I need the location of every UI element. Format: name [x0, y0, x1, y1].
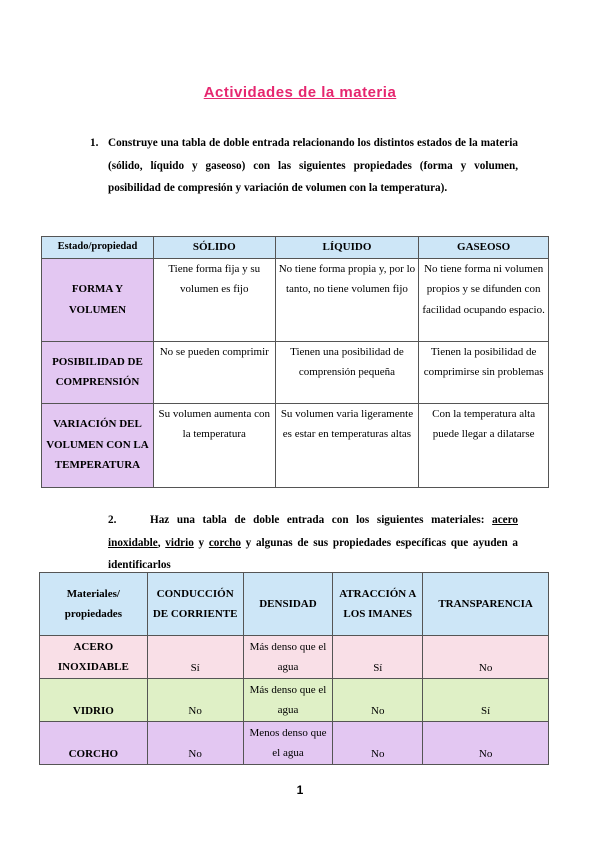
table-cell: Tienen una posibilidad de comprensión pequeña	[275, 341, 419, 403]
table-cell: No	[423, 722, 549, 765]
table-row	[42, 403, 549, 487]
header-cell: Materiales/ propiedades	[40, 573, 148, 636]
table-row	[40, 636, 549, 679]
table-cell: No	[423, 636, 549, 679]
material-name: VIDRIO	[40, 679, 148, 722]
table-cell: Su volumen varia ligeramente es estar en temperaturas altas	[275, 403, 419, 487]
header-cell: DENSIDAD	[243, 573, 333, 636]
header-cell: LÍQUIDO	[275, 237, 419, 259]
materials-table-header	[40, 573, 549, 636]
table-row	[40, 679, 549, 722]
separator: ,	[157, 536, 161, 549]
table-row	[40, 722, 549, 765]
table-cell: No	[333, 679, 423, 722]
question-1	[90, 132, 518, 200]
table-cell: Su volumen aumenta con la temperatura	[153, 403, 275, 487]
table-cell: Sí	[423, 679, 549, 722]
material-corcho: corcho	[208, 536, 241, 549]
question-2-text-a: Haz una tabla de doble entrada con los siguientes materiales:	[150, 514, 485, 526]
row-header: VARIACIÓN DEL VOLUMEN CON LA TEMPERATURA	[42, 403, 154, 487]
row-header: FORMA Y VOLUMEN	[42, 258, 154, 341]
table-row	[42, 258, 549, 341]
states-table-header	[42, 237, 549, 259]
material-vidrio: vidrio	[165, 536, 194, 549]
table-cell: Sí	[333, 636, 423, 679]
table-cell: Con la temperatura alta puede llegar a dilatarse	[419, 403, 549, 487]
question-2-number: 2.	[108, 514, 117, 526]
material-acero: acero inoxidable	[108, 514, 518, 549]
table-row	[42, 341, 549, 403]
material-name: CORCHO	[40, 722, 148, 765]
question-1-text: Construye una tabla de doble entrada relacionando los distintos estados de la materia (sólido, líquido y gaseoso) con las siguientes propiedades (forma y volumen, posibilidad de compresión y variación de volumen con la temperatura).	[108, 137, 518, 194]
states-table	[41, 236, 549, 488]
question-1-number: 1.	[90, 137, 99, 149]
header-cell: ATRACCIÓN A LOS IMANES	[333, 573, 423, 636]
table-cell: Menos denso que el agua	[243, 722, 333, 765]
row-header: POSIBILIDAD DE COMPRENSIÓN	[42, 341, 154, 403]
question-2	[108, 509, 518, 577]
table-cell: Sí	[147, 636, 243, 679]
page-number: 1	[296, 783, 304, 797]
table-cell: No	[147, 679, 243, 722]
question-2-text-b: y algunas de sus propiedades específicas que ayuden a identificarlos	[108, 536, 519, 571]
material-name: ACERO INOXIDABLE	[40, 636, 148, 679]
table-cell: Más denso que el agua	[243, 636, 333, 679]
table-cell: No	[333, 722, 423, 765]
header-cell: Estado/propiedad	[42, 237, 154, 259]
table-cell: Más denso que el agua	[243, 679, 333, 722]
header-cell: GASEOSO	[419, 237, 549, 259]
page-title: Actividades de la materia	[203, 84, 397, 101]
materials-table	[39, 572, 549, 765]
header-cell: SÓLIDO	[153, 237, 275, 259]
table-cell: No se pueden comprimir	[153, 341, 275, 403]
header-cell: TRANSPARENCIA	[423, 573, 549, 636]
table-cell: No tiene forma propia y, por lo tanto, no tiene volumen fijo	[275, 258, 419, 341]
table-cell: No tiene forma ni volumen propios y se difunden con facilidad ocupando espacio.	[419, 258, 549, 341]
table-cell: Tiene forma fija y su volumen es fijo	[153, 258, 275, 341]
table-cell: Tienen la posibilidad de comprimirse sin problemas	[419, 341, 549, 403]
header-cell: CONDUCCIÓN DE CORRIENTE	[147, 573, 243, 636]
separator: y	[198, 536, 205, 549]
table-cell: No	[147, 722, 243, 765]
